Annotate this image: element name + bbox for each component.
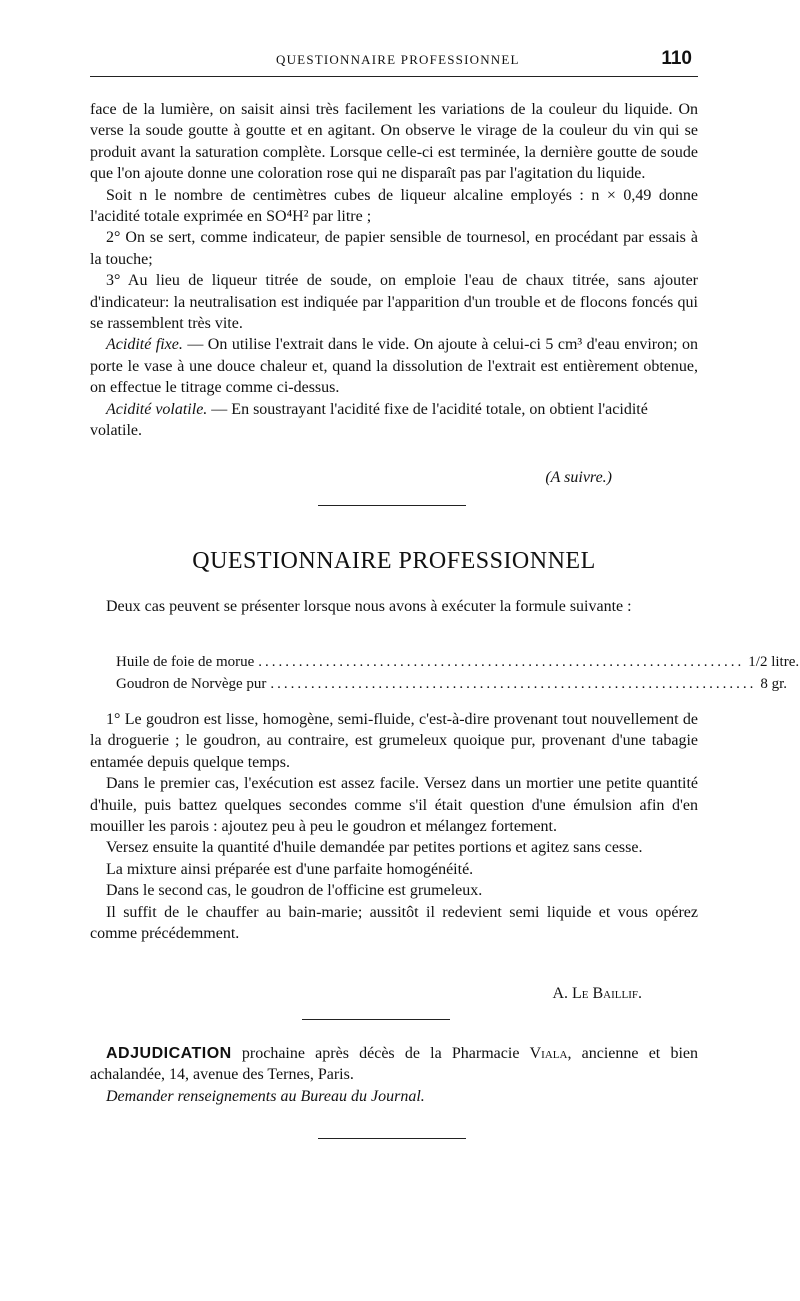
pharmacy-name: Viala xyxy=(529,1045,568,1062)
leader-dots: ........................................................................ xyxy=(258,654,745,670)
notice xyxy=(90,1043,698,1107)
separator-rule xyxy=(318,505,466,506)
quantity: 8 gr. xyxy=(760,676,788,692)
paragraph: face de la lumière, on saisit ainsi très facilement les variations de la couleur du liquide. On verse la soude goutte à goutte et en agitant. On observe le virage de la couleur du vin qui se produit avant la saturation complète. Lorsque celle-ci est terminée, la dernière goutte de soude que l'on ajoute donne une coloration rose qui ne disparaît pas par l'agitation du liquide. xyxy=(90,101,698,183)
subheading-acidite-fixe: Acidité fixe. xyxy=(106,336,183,354)
article-2-intro xyxy=(90,596,698,617)
article-1-body xyxy=(90,99,698,442)
separator-rule xyxy=(302,1019,450,1020)
page-number: 110 xyxy=(661,48,692,69)
quantity: 1/2 litre. xyxy=(748,654,800,670)
recipe-item xyxy=(116,651,800,673)
paragraph: 2° On se sert, comme indicateur, de papier sensible de tournesol, en procédant par essais à la touche; xyxy=(90,229,698,268)
notice-paragraph: ADJUDICATION prochaine après décès de la Pharmacie Viala, ancienne et bien achalandée, 14, avenue des Ternes, Paris. xyxy=(90,1045,698,1084)
running-head xyxy=(90,50,698,72)
recipe-item xyxy=(116,673,788,695)
leader-dots: ........................................................................ xyxy=(270,676,757,692)
paragraph: Acidité fixe. — On utilise l'extrait dans le vide. On ajoute à celui-ci 5 cm³ d'eau environ; on porte le vase à une douce chaleur et, quand la dissolution de l'extrait est entièrement obtenue, on effectue le titrage comme ci-dessus. xyxy=(90,336,699,397)
article-2-body xyxy=(90,709,698,944)
paragraph: Deux cas peuvent se présenter lorsque nous avons à exécuter la formule suivante : xyxy=(106,598,632,615)
paragraph: 1° Le goudron est lisse, homogène, semi-fluide, c'est-à-dire provenant tout nouvellement de la droguerie ; le goudron, au contraire, est grumeleux quoique pur, provenant d'une tabagie entamée depuis quelque temps. xyxy=(90,711,698,771)
article-title: QUESTIONNAIRE PROFESSIONNEL xyxy=(192,548,596,574)
notice-note: Demander renseignements au Bureau du Journal. xyxy=(106,1087,425,1105)
ingredient: Goudron de Norvège pur xyxy=(116,676,267,692)
paragraph: Acidité volatile. — En soustrayant l'acidité fixe de l'acidité totale, on obtient l'acidité volatile. xyxy=(90,400,648,440)
paragraph: Soit n le nombre de centimètres cubes de liqueur alcaline employés : n × 0,49 donne l'acidité totale exprimée en SO⁴H² par litre ; xyxy=(90,186,698,226)
a-suivre: (A suivre.) xyxy=(545,469,612,486)
separator-rule xyxy=(318,1138,466,1139)
notice-heading: ADJUDICATION xyxy=(106,1045,232,1062)
recipe-list xyxy=(116,651,800,695)
ingredient: Huile de foie de morue xyxy=(116,654,255,670)
paragraph: Dans le premier cas, l'exécution est assez facile. Versez dans un mortier une petite quantité d'huile, puis battez quelques secondes comme s'il était question d'une émulsion afin d'en mouiller les parois : ajoutez peu à peu le goudron et mélangez fortement. xyxy=(90,775,698,836)
signature: A. Le Baillif. xyxy=(552,985,642,1002)
paragraph: 3° Au lieu de liqueur titrée de soude, on emploie l'eau de chaux titrée, sans ajouter d'indicateur: la neutralisation est indiquée par l'apparition d'un trouble et de flocons foncés qui se rassemblent très vite. xyxy=(90,272,698,333)
subheading-acidite-volatile: Acidité volatile. xyxy=(106,400,208,418)
paragraph: Dans le second cas, le goudron de l'officine est grumeleux. xyxy=(106,882,483,900)
header-rule xyxy=(90,76,698,77)
running-title: QUESTIONNAIRE PROFESSIONNEL xyxy=(276,52,520,67)
paragraph: Il suffit de le chauffer au bain-marie; aussitôt il redevient semi liquide et vous opérez comme précédemment. xyxy=(90,903,698,943)
paragraph: Versez ensuite la quantité d'huile demandée par petites portions et agitez sans cesse. xyxy=(106,839,643,857)
paragraph: La mixture ainsi préparée est d'une parfaite homogénéité. xyxy=(106,860,474,878)
